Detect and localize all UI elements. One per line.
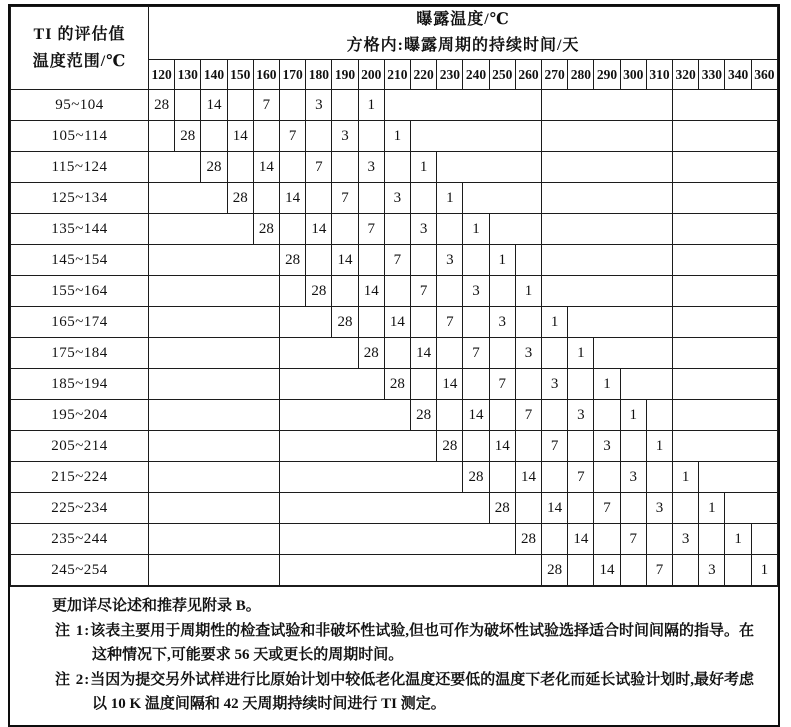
duration-cell-28: 28 xyxy=(332,307,358,338)
table-row-245~254 xyxy=(11,555,778,586)
leading-empty-cell xyxy=(280,462,463,493)
leading-empty-cell xyxy=(280,493,490,524)
duration-cell-7: 7 xyxy=(646,555,672,586)
column-header-280: 280 xyxy=(568,60,594,90)
leading-empty-cell xyxy=(149,276,280,307)
band-empty-cell xyxy=(725,555,751,586)
column-header-180: 180 xyxy=(306,60,332,90)
table-row-145~154 xyxy=(11,245,778,276)
band-empty-cell xyxy=(384,152,410,183)
band-empty-cell xyxy=(358,121,384,152)
table-body xyxy=(11,90,778,586)
duration-cell-28: 28 xyxy=(384,369,410,400)
column-header-330: 330 xyxy=(699,60,725,90)
band-empty-cell xyxy=(489,462,515,493)
band-empty-cell xyxy=(620,431,646,462)
band-empty-cell xyxy=(594,462,620,493)
table-header xyxy=(11,7,778,90)
row-label: 165~174 xyxy=(11,307,149,338)
leading-empty-cell xyxy=(149,214,254,245)
band-empty-cell xyxy=(437,276,463,307)
duration-cell-1: 1 xyxy=(358,90,384,121)
duration-cell-3: 3 xyxy=(594,431,620,462)
row-label: 155~164 xyxy=(11,276,149,307)
trailing-empty-cell xyxy=(542,90,673,121)
trailing-empty-cell xyxy=(673,276,778,307)
note-text-line: 以 10 K 温度间隔和 42 天周期持续时间进行 TI 测定。 xyxy=(92,696,446,712)
band-empty-cell xyxy=(489,276,515,307)
table-row-225~234 xyxy=(11,493,778,524)
band-empty-cell xyxy=(384,276,410,307)
leading-empty-cell xyxy=(280,431,437,462)
band-empty-cell xyxy=(646,462,672,493)
band-empty-cell xyxy=(280,90,306,121)
band-empty-cell xyxy=(542,400,568,431)
band-empty-cell xyxy=(463,307,489,338)
leading-empty-cell xyxy=(149,555,280,586)
band-empty-cell xyxy=(673,555,699,586)
trailing-empty-cell xyxy=(673,214,778,245)
corner-header-line1: TI 的评估值 xyxy=(33,26,126,43)
leading-empty-cell xyxy=(280,276,306,307)
leading-empty-cell xyxy=(149,121,175,152)
row-label: 235~244 xyxy=(11,524,149,555)
band-empty-cell xyxy=(568,431,594,462)
duration-cell-1: 1 xyxy=(673,462,699,493)
note-item-2 xyxy=(10,668,774,717)
table-row-175~184 xyxy=(11,338,778,369)
aging-exposure-schedule-table xyxy=(10,6,778,586)
duration-cell-14: 14 xyxy=(515,462,541,493)
leading-empty-cell xyxy=(149,524,280,555)
column-header-150: 150 xyxy=(227,60,253,90)
duration-cell-7: 7 xyxy=(280,121,306,152)
trailing-empty-cell xyxy=(489,214,541,245)
trailing-empty-cell xyxy=(384,90,541,121)
leading-empty-cell xyxy=(280,555,542,586)
trailing-empty-cell xyxy=(673,121,778,152)
trailing-empty-cell xyxy=(725,493,778,524)
leading-empty-cell xyxy=(149,462,280,493)
band-empty-cell xyxy=(542,462,568,493)
column-header-360: 360 xyxy=(751,60,777,90)
exposure-header-line2: 方格内:曝露周期的持续时间/天 xyxy=(346,37,580,54)
row-label: 105~114 xyxy=(11,121,149,152)
duration-cell-28: 28 xyxy=(411,400,437,431)
duration-cell-7: 7 xyxy=(568,462,594,493)
table-row-115~124 xyxy=(11,152,778,183)
note-text-line: 这种情况下,可能要求 56 天或更长的周期时间。 xyxy=(92,647,404,663)
duration-cell-28: 28 xyxy=(489,493,515,524)
duration-cell-1: 1 xyxy=(699,493,725,524)
duration-cell-3: 3 xyxy=(646,493,672,524)
leading-empty-cell xyxy=(280,524,516,555)
column-header-320: 320 xyxy=(673,60,699,90)
band-empty-cell xyxy=(306,245,332,276)
leading-empty-cell xyxy=(280,369,385,400)
duration-cell-7: 7 xyxy=(437,307,463,338)
duration-cell-7: 7 xyxy=(620,524,646,555)
duration-cell-14: 14 xyxy=(227,121,253,152)
trailing-empty-cell xyxy=(673,245,778,276)
duration-cell-14: 14 xyxy=(384,307,410,338)
band-empty-cell xyxy=(358,183,384,214)
trailing-empty-cell xyxy=(620,369,672,400)
band-empty-cell xyxy=(673,493,699,524)
band-empty-cell xyxy=(306,183,332,214)
trailing-empty-cell xyxy=(411,121,542,152)
column-header-270: 270 xyxy=(542,60,568,90)
leading-empty-cell xyxy=(280,400,411,431)
leading-empty-cell xyxy=(280,338,359,369)
duration-cell-28: 28 xyxy=(515,524,541,555)
band-empty-cell xyxy=(253,121,279,152)
duration-cell-7: 7 xyxy=(332,183,358,214)
table-row-215~224 xyxy=(11,462,778,493)
row-label: 185~194 xyxy=(11,369,149,400)
band-empty-cell xyxy=(489,400,515,431)
band-empty-cell xyxy=(332,276,358,307)
row-label: 195~204 xyxy=(11,400,149,431)
table-row-155~164 xyxy=(11,276,778,307)
trailing-empty-cell xyxy=(568,307,673,338)
table-row-205~214 xyxy=(11,431,778,462)
duration-cell-28: 28 xyxy=(227,183,253,214)
leading-empty-cell xyxy=(149,369,280,400)
column-header-300: 300 xyxy=(620,60,646,90)
duration-cell-14: 14 xyxy=(201,90,227,121)
band-empty-cell xyxy=(515,493,541,524)
leading-empty-cell xyxy=(280,307,332,338)
column-header-240: 240 xyxy=(463,60,489,90)
corner-header-line2: 温度范围/℃ xyxy=(32,53,127,70)
column-header-290: 290 xyxy=(594,60,620,90)
band-empty-cell xyxy=(384,214,410,245)
row-label: 225~234 xyxy=(11,493,149,524)
trailing-empty-cell xyxy=(542,121,673,152)
table-row-125~134 xyxy=(11,183,778,214)
table-row-195~204 xyxy=(11,400,778,431)
band-empty-cell xyxy=(332,90,358,121)
band-empty-cell xyxy=(437,338,463,369)
duration-cell-14: 14 xyxy=(306,214,332,245)
band-empty-cell xyxy=(594,400,620,431)
leading-empty-cell xyxy=(149,245,280,276)
duration-cell-14: 14 xyxy=(463,400,489,431)
column-header-220: 220 xyxy=(411,60,437,90)
band-empty-cell xyxy=(227,152,253,183)
duration-cell-1: 1 xyxy=(437,183,463,214)
trailing-empty-cell xyxy=(594,338,673,369)
duration-cell-28: 28 xyxy=(542,555,568,586)
band-empty-cell xyxy=(358,307,384,338)
duration-cell-3: 3 xyxy=(384,183,410,214)
duration-cell-1: 1 xyxy=(515,276,541,307)
duration-cell-3: 3 xyxy=(358,152,384,183)
trailing-empty-cell xyxy=(542,276,673,307)
band-empty-cell xyxy=(542,524,568,555)
row-label: 205~214 xyxy=(11,431,149,462)
column-header-340: 340 xyxy=(725,60,751,90)
duration-cell-1: 1 xyxy=(594,369,620,400)
duration-cell-7: 7 xyxy=(384,245,410,276)
column-header-140: 140 xyxy=(201,60,227,90)
row-label: 115~124 xyxy=(11,152,149,183)
band-empty-cell xyxy=(437,400,463,431)
note-intro: 更加详尽论述和推荐见附录 B。 xyxy=(52,598,261,614)
table-row-165~174 xyxy=(11,307,778,338)
trailing-empty-cell xyxy=(673,400,778,431)
leading-empty-cell xyxy=(149,307,280,338)
band-empty-cell xyxy=(568,493,594,524)
band-empty-cell xyxy=(411,307,437,338)
band-empty-cell xyxy=(463,245,489,276)
leading-empty-cell xyxy=(149,493,280,524)
trailing-empty-cell xyxy=(673,90,778,121)
duration-cell-3: 3 xyxy=(620,462,646,493)
duration-cell-1: 1 xyxy=(411,152,437,183)
duration-cell-28: 28 xyxy=(358,338,384,369)
duration-cell-14: 14 xyxy=(542,493,568,524)
duration-cell-3: 3 xyxy=(542,369,568,400)
band-empty-cell xyxy=(411,183,437,214)
column-header-230: 230 xyxy=(437,60,463,90)
duration-cell-14: 14 xyxy=(411,338,437,369)
column-header-250: 250 xyxy=(489,60,515,90)
trailing-empty-cell xyxy=(673,338,778,369)
duration-cell-1: 1 xyxy=(463,214,489,245)
band-empty-cell xyxy=(515,307,541,338)
duration-cell-7: 7 xyxy=(489,369,515,400)
band-empty-cell xyxy=(253,183,279,214)
leading-empty-cell xyxy=(149,152,201,183)
note-item-1 xyxy=(10,619,774,668)
duration-cell-3: 3 xyxy=(411,214,437,245)
duration-cell-7: 7 xyxy=(515,400,541,431)
band-empty-cell xyxy=(358,245,384,276)
trailing-empty-cell xyxy=(699,462,778,493)
duration-cell-3: 3 xyxy=(515,338,541,369)
column-header-260: 260 xyxy=(515,60,541,90)
duration-cell-28: 28 xyxy=(149,90,175,121)
duration-cell-14: 14 xyxy=(437,369,463,400)
duration-cell-28: 28 xyxy=(463,462,489,493)
band-empty-cell xyxy=(227,90,253,121)
leading-empty-cell xyxy=(149,183,228,214)
trailing-empty-cell xyxy=(646,400,672,431)
column-header-120: 120 xyxy=(149,60,175,90)
band-empty-cell xyxy=(437,214,463,245)
table-row-135~144 xyxy=(11,214,778,245)
band-empty-cell xyxy=(568,555,594,586)
note-prefix: 注 2: xyxy=(55,671,91,688)
note-items xyxy=(10,619,774,717)
duration-cell-3: 3 xyxy=(306,90,332,121)
row-label: 245~254 xyxy=(11,555,149,586)
column-header-130: 130 xyxy=(175,60,201,90)
duration-cell-14: 14 xyxy=(280,183,306,214)
duration-cell-3: 3 xyxy=(489,307,515,338)
note-prefix: 注 1: xyxy=(55,622,91,639)
band-empty-cell xyxy=(280,214,306,245)
band-empty-cell xyxy=(306,121,332,152)
band-empty-cell xyxy=(646,524,672,555)
band-empty-cell xyxy=(332,152,358,183)
column-header-170: 170 xyxy=(280,60,306,90)
exposure-temperature-header xyxy=(149,7,778,60)
duration-cell-1: 1 xyxy=(568,338,594,369)
duration-cell-1: 1 xyxy=(542,307,568,338)
standard-table-sheet xyxy=(8,4,780,727)
duration-cell-1: 1 xyxy=(725,524,751,555)
band-empty-cell xyxy=(384,338,410,369)
band-empty-cell xyxy=(201,121,227,152)
row-label: 175~184 xyxy=(11,338,149,369)
duration-cell-28: 28 xyxy=(175,121,201,152)
band-empty-cell xyxy=(489,338,515,369)
duration-cell-7: 7 xyxy=(594,493,620,524)
leading-empty-cell xyxy=(149,338,280,369)
duration-cell-14: 14 xyxy=(489,431,515,462)
band-empty-cell xyxy=(594,524,620,555)
table-row-95~104 xyxy=(11,90,778,121)
row-label: 135~144 xyxy=(11,214,149,245)
band-empty-cell xyxy=(411,369,437,400)
row-label: 95~104 xyxy=(11,90,149,121)
duration-cell-1: 1 xyxy=(489,245,515,276)
corner-header xyxy=(11,7,149,90)
trailing-empty-cell xyxy=(542,183,673,214)
trailing-empty-cell xyxy=(515,245,541,276)
duration-cell-1: 1 xyxy=(646,431,672,462)
duration-cell-7: 7 xyxy=(358,214,384,245)
trailing-empty-cell xyxy=(751,524,777,555)
duration-cell-14: 14 xyxy=(358,276,384,307)
duration-cell-7: 7 xyxy=(253,90,279,121)
band-empty-cell xyxy=(175,90,201,121)
trailing-empty-cell xyxy=(437,152,542,183)
column-header-190: 190 xyxy=(332,60,358,90)
band-empty-cell xyxy=(699,524,725,555)
trailing-empty-cell xyxy=(463,183,542,214)
duration-cell-3: 3 xyxy=(699,555,725,586)
duration-cell-7: 7 xyxy=(411,276,437,307)
duration-cell-28: 28 xyxy=(280,245,306,276)
table-row-235~244 xyxy=(11,524,778,555)
trailing-empty-cell xyxy=(542,152,673,183)
band-empty-cell xyxy=(332,214,358,245)
band-empty-cell xyxy=(463,369,489,400)
column-header-310: 310 xyxy=(646,60,672,90)
band-empty-cell xyxy=(620,555,646,586)
band-empty-cell xyxy=(463,431,489,462)
band-empty-cell xyxy=(411,245,437,276)
band-empty-cell xyxy=(620,493,646,524)
trailing-empty-cell xyxy=(542,214,673,245)
duration-cell-28: 28 xyxy=(306,276,332,307)
duration-cell-14: 14 xyxy=(568,524,594,555)
band-empty-cell xyxy=(568,369,594,400)
row-label: 125~134 xyxy=(11,183,149,214)
table-row-105~114 xyxy=(11,121,778,152)
duration-cell-14: 14 xyxy=(332,245,358,276)
band-empty-cell xyxy=(515,431,541,462)
notes-section xyxy=(10,586,778,725)
exposure-header-line1: 曝露温度/℃ xyxy=(416,11,510,28)
column-header-160: 160 xyxy=(253,60,279,90)
band-empty-cell xyxy=(542,338,568,369)
trailing-empty-cell xyxy=(673,431,778,462)
trailing-empty-cell xyxy=(673,152,778,183)
duration-cell-14: 14 xyxy=(594,555,620,586)
duration-cell-3: 3 xyxy=(437,245,463,276)
duration-cell-1: 1 xyxy=(384,121,410,152)
duration-cell-7: 7 xyxy=(306,152,332,183)
band-empty-cell xyxy=(515,369,541,400)
trailing-empty-cell xyxy=(673,369,778,400)
duration-cell-7: 7 xyxy=(463,338,489,369)
column-header-210: 210 xyxy=(384,60,410,90)
row-label: 215~224 xyxy=(11,462,149,493)
trailing-empty-cell xyxy=(673,307,778,338)
duration-cell-3: 3 xyxy=(332,121,358,152)
leading-empty-cell xyxy=(149,431,280,462)
duration-cell-3: 3 xyxy=(568,400,594,431)
note-text-line: 该表主要用于周期性的检查试验和非破坏性试验,但也可作为破坏性试验选择适合时间间隔的指导。在 xyxy=(90,622,755,639)
duration-cell-28: 28 xyxy=(437,431,463,462)
duration-cell-14: 14 xyxy=(253,152,279,183)
duration-cell-1: 1 xyxy=(751,555,777,586)
duration-cell-7: 7 xyxy=(542,431,568,462)
note-text-line: 当因为提交另外试样进行比原始计划中较低老化温度还要低的温度下老化而延长试验计划时,最好考虑 xyxy=(90,671,755,688)
duration-cell-3: 3 xyxy=(673,524,699,555)
table-row-185~194 xyxy=(11,369,778,400)
trailing-empty-cell xyxy=(673,183,778,214)
band-empty-cell xyxy=(280,152,306,183)
duration-cell-3: 3 xyxy=(463,276,489,307)
duration-cell-28: 28 xyxy=(253,214,279,245)
row-label: 145~154 xyxy=(11,245,149,276)
column-header-200: 200 xyxy=(358,60,384,90)
duration-cell-28: 28 xyxy=(201,152,227,183)
header-row-top xyxy=(11,7,778,60)
trailing-empty-cell xyxy=(542,245,673,276)
leading-empty-cell xyxy=(149,400,280,431)
duration-cell-1: 1 xyxy=(620,400,646,431)
